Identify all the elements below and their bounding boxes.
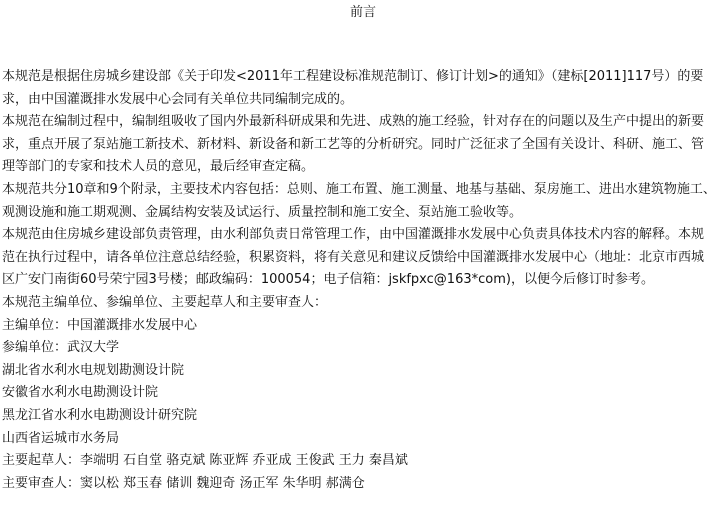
title-spacer — [2, 26, 716, 66]
paragraph-main-drafters: 主要起草人：李端明 石自堂 骆克斌 陈亚辉 乔亚成 王俊武 王力 秦昌斌 — [2, 453, 408, 469]
paragraph-main-reviewers: 主要审查人：窦以松 郑玉春 储训 魏迎奇 汤正军 朱华明 郝满仓 — [2, 475, 365, 491]
paragraph-main-content: 本规范共分10章和9个附录，主要技术内容包括：总则、施工布置、施工测量、地基与基础、泵房施工、进出水建筑物施工、观测设施和施工期观测、金属结构安装及试运行、质量控制和施工安全、泵站施工验收等。 — [2, 181, 716, 220]
paragraph-compilation-process: 本规范在编制过程中，编制组吸收了国内外最新科研成果和先进、成熟的施工经验，针对存在的问题以及生产中提出的新要求，重点开展了泵站施工新技术、新材料、新设备和新工艺等的分析研究。同时广泛征求了全国有关设计、科研、施工、管理等部门的专家和技术人员的意见，最后经审查定稿。 — [2, 114, 705, 175]
paragraph-participants-intro: 本规范主编单位、参编单位、主要起草人和主要审查人： — [2, 294, 328, 310]
paragraph-participating-unit-heilongjiang: 黑龙江省水利水电勘测设计研究院 — [2, 407, 198, 423]
paragraph-basis: 本规范是根据住房城乡建设部《关于印发<2011年工程建设标准规范制订、修订计划>的通知》（建标[2011]117号）的要求，由中国灌溉排水发展中心会同有关单位共同编制完成的。 — [2, 69, 704, 107]
paragraph-participating-unit-hubei: 湖北省水利水电规划勘测设计院 — [2, 362, 185, 378]
paragraph-participating-unit: 参编单位：武汉大学 — [2, 340, 120, 356]
paragraph-chief-editor-unit: 主编单位：中国灌溉排水发展中心 — [2, 317, 198, 333]
paragraph-management: 本规范由住房城乡建设部负责管理，由水利部负责日常管理工作，由中国灌溉排水发展中心负责具体技术内容的解释。本规范在执行过程中，请各单位注意总结经验，积累资料，将有关意见和建议反馈给中国灌溉排水发展中心（地址：北京市西城区广安门南街60号荣宁园3号楼；邮政编码：100054；电子信箱：jskfpxc@163*com)，以便今后修订时参考。 — [2, 227, 705, 288]
paragraph-participating-unit-anhui: 安徽省水利水电勘测设计院 — [2, 385, 159, 401]
document-title: 前言 — [349, 5, 376, 20]
paragraph-participating-unit-shanxi: 山西省运城市水务局 — [2, 430, 120, 446]
document-page — [2, 0, 716, 495]
